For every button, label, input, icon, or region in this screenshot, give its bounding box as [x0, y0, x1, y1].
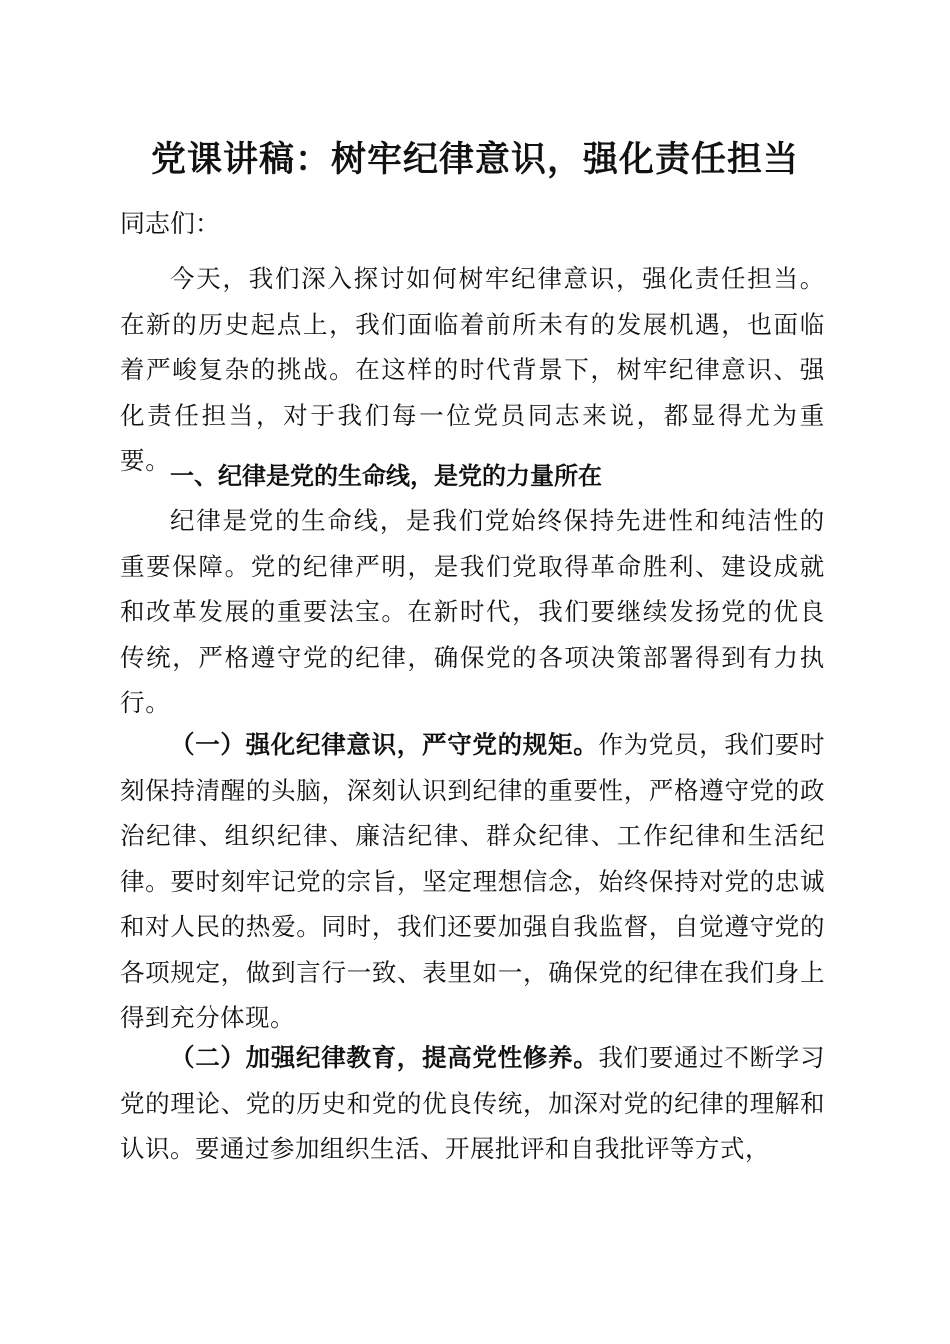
- subsection-2-lead: （二）加强纪律教育，提高党性修养。: [170, 1043, 599, 1072]
- document-title: 党课讲稿：树牢纪律意识，强化责任担当: [150, 139, 799, 180]
- subsection-2: [120, 1035, 825, 1172]
- salutation: 同志们：: [120, 209, 221, 238]
- intro-paragraph: 今天，我们深入探讨如何树牢纪律意识，强化责任担当。在新的历史起点上，我们面临着前所未有的发展机遇，也面临着严峻复杂的挑战。在这样的时代背景下，树牢纪律意识、强化责任担当，对于我们每一位党员同志来说，都显得尤为重要。: [120, 264, 825, 475]
- subsection-1-lead: （一）强化纪律意识，严守党的规矩。: [170, 730, 599, 759]
- subsection-1: [120, 722, 825, 1041]
- subsection-1-text: 作为党员，我们要时刻保持清醒的头脑，深刻认识到纪律的重要性，严格遵守党的政治纪律、组织纪律、廉洁纪律、群众纪律、工作纪律和生活纪律。要时刻牢记党的宗旨，坚定理想信念，始终保持对党的忠诚和对人民的热爱。同时，我们还要加强自我监督，自觉遵守党的各项规定，做到言行一致、表里如一，确保党的纪律在我们身上得到充分体现。: [120, 730, 826, 1032]
- section1-paragraph: 纪律是党的生命线，是我们党始终保持先进性和纯洁性的重要保障。党的纪律严明，是我们党取得革命胜利、建设成就和改革发展的重要法宝。在新时代，我们要继续发扬党的优良传统，严格遵守党的纪律，确保党的各项决策部署得到有力执行。: [120, 506, 825, 717]
- subsection-2-text: 我们要通过不断学习党的理论、党的历史和党的优良传统，加深对党的纪律的理解和认识。要通过参加组织生活、开展批评和自我批评等方式，: [120, 1043, 826, 1163]
- section-heading-1: 一、纪律是党的生命线，是党的力量所在: [170, 462, 602, 490]
